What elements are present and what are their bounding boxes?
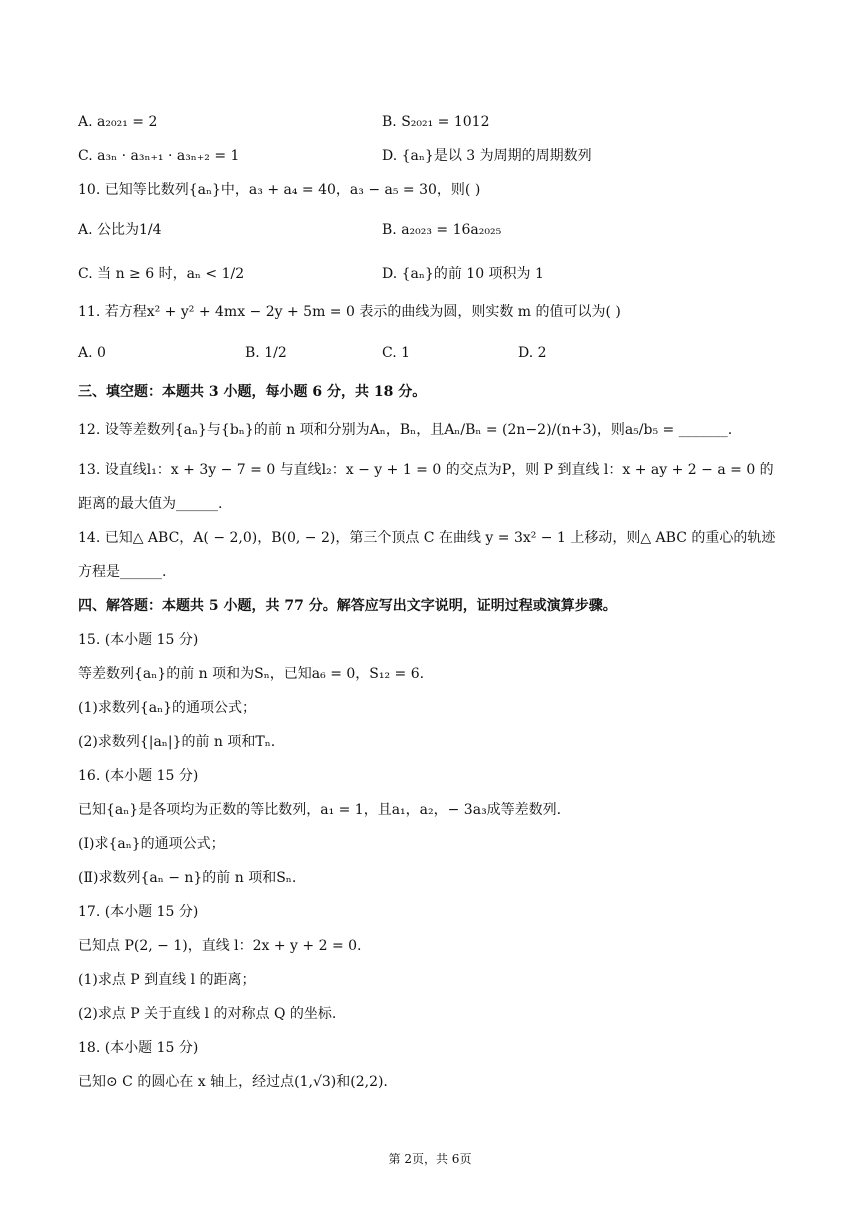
q10-option-a: A. 公比为1/4 — [78, 222, 162, 238]
q10-option-d: D. {aₙ}的前 10 项积为 1 — [382, 266, 544, 282]
q16-stem: 已知{aₙ}是各项均为正数的等比数列，a₁ = 1，且a₁，a₂，− 3a₃成等差数列. — [78, 802, 562, 818]
q17-part-1: (1)求点 P 到直线 l 的距离； — [78, 972, 256, 988]
q10-stem: 10. 已知等比数列{aₙ}中，a₃ + a₄ = 40，a₃ − a₅ = 30，则( ) — [78, 182, 481, 198]
q16-header: 16. (本小题 15 分) — [78, 768, 199, 784]
q17-part-2: (2)求点 P 关于直线 l 的对称点 Q 的坐标. — [78, 1006, 337, 1022]
q17-stem: 已知点 P(2, − 1)，直线 l：2x + y + 2 = 0. — [78, 938, 362, 954]
q11-option-b: B. 1/2 — [245, 345, 287, 361]
q13-line-1: 13. 设直线l₁：x + 3y − 7 = 0 与直线l₂：x − y + 1 = 0 的交点为P，则 P 到直线 l：x + ay + 2 − a = 0 的 — [78, 462, 774, 478]
q13-line-2: 距离的最大值为______. — [78, 496, 223, 512]
q9-option-d: D. {aₙ}是以 3 为周期的周期数列 — [382, 148, 592, 164]
q15-header: 15. (本小题 15 分) — [78, 632, 199, 648]
section-solutions-title: 四、解答题：本题共 5 小题，共 77 分。解答应写出文字说明，证明过程或演算步骤。 — [78, 598, 617, 614]
q14-line-2: 方程是______. — [78, 564, 167, 580]
page-footer: 第 2页，共 6页 — [388, 1152, 472, 1166]
q9-option-c: C. a₃ₙ · a₃ₙ₊₁ · a₃ₙ₊₂ = 1 — [78, 148, 240, 164]
q12-stem: 12. 设等差数列{aₙ}与{bₙ}的前 n 项和分别为Aₙ，Bₙ，且Aₙ/Bₙ = (2n−2)/(n+3)，则a₅/b₅ = _______. — [78, 422, 733, 438]
q15-stem: 等差数列{aₙ}的前 n 项和为Sₙ，已知a₆ = 0，S₁₂ = 6. — [78, 666, 425, 682]
q11-stem: 11. 若方程x² + y² + 4mx − 2y + 5m = 0 表示的曲线为圆，则实数 m 的值可以为( ) — [78, 304, 621, 320]
q15-part-1: (1)求数列{aₙ}的通项公式； — [78, 700, 257, 716]
section-fill-in-title: 三、填空题：本题共 3 小题，每小题 6 分，共 18 分。 — [78, 384, 427, 400]
q10-option-c: C. 当 n ≥ 6 时，aₙ < 1/2 — [78, 266, 245, 282]
q9-option-a: A. a₂₀₂₁ = 2 — [78, 114, 158, 130]
q18-header: 18. (本小题 15 分) — [78, 1040, 199, 1056]
q16-part-2: (Ⅱ)求数列{aₙ − n}的前 n 项和Sₙ. — [78, 870, 297, 886]
q18-stem: 已知⊙ C 的圆心在 x 轴上，经过点(1,√3)和(2,2). — [78, 1074, 388, 1090]
q15-part-2: (2)求数列{|aₙ|}的前 n 项和Tₙ. — [78, 734, 276, 750]
q11-option-c: C. 1 — [382, 345, 411, 361]
q9-option-b: B. S₂₀₂₁ = 1012 — [382, 114, 490, 130]
q10-option-b: B. a₂₀₂₃ = 16a₂₀₂₅ — [382, 222, 502, 238]
q17-header: 17. (本小题 15 分) — [78, 904, 199, 920]
q16-part-1: (Ⅰ)求{aₙ}的通项公式； — [78, 836, 225, 852]
q11-option-d: D. 2 — [518, 345, 547, 361]
q14-line-1: 14. 已知△ ABC，A( − 2,0)，B(0, − 2)，第三个顶点 C 在曲线 y = 3x² − 1 上移动，则△ ABC 的重心的轨迹 — [78, 530, 776, 546]
q11-option-a: A. 0 — [78, 345, 106, 361]
